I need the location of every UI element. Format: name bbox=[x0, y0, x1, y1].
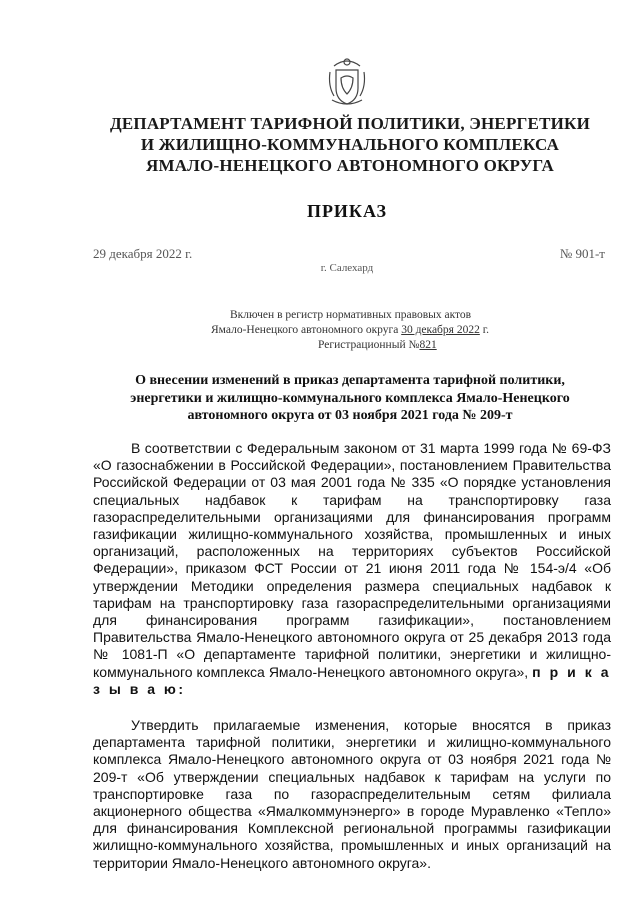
decree-colon: : bbox=[178, 680, 183, 697]
registration-date: 30 декабря 2022 bbox=[401, 324, 480, 336]
order-date: 29 декабря 2022 г. bbox=[93, 246, 193, 261]
registration-line-2 bbox=[211, 324, 489, 336]
decree-word: п р и к а з ы в а ю bbox=[93, 663, 611, 697]
coat-of-arms-icon bbox=[326, 56, 368, 108]
registration-number-label: Регистрационный № bbox=[318, 339, 420, 351]
decision-paragraph: Утвердить прилагаемые изменения, которые вносятся в приказ департамента тарифной политики, энергетики и жилищно-коммунального комплекса Ямало-Ненецкого автономного округа от 03 ноября 2021 года № 209-т «Об утверждении специальных надбавок к тарифам на услуги по транспортировке газа по газораспределительным сетям филиала акционерного общества «Ямалкоммунэнерго» в городе Муравленко «Тепло» для финансирования Комплексной региональной программы газификации жилищно-коммунального хозяйства, промышленных и иных организаций на территории Ямало-Ненецкого автономного округа». bbox=[93, 717, 611, 871]
subject-line-3: автономного округа от 03 ноября 2021 года № 209-т bbox=[187, 408, 513, 423]
org-name-line-1: ДЕПАРТАМЕНТ ТАРИФНОЙ ПОЛИТИКИ, ЭНЕРГЕТИКИ bbox=[109, 114, 591, 133]
preamble-paragraph bbox=[93, 440, 611, 698]
registration-date-suffix: г. bbox=[479, 324, 489, 336]
document-subject bbox=[95, 372, 605, 425]
registration-region: Ямало-Ненецкого автономного округа bbox=[211, 324, 402, 336]
document-type: ПРИКАЗ bbox=[306, 201, 388, 221]
org-name-line-2: И ЖИЛИЩНО-КОММУНАЛЬНОГО КОМПЛЕКСА bbox=[140, 135, 560, 154]
registration-line-1: Включен в регистр нормативных правовых актов bbox=[230, 309, 472, 321]
registration-line-3 bbox=[318, 339, 437, 351]
order-number: № 901-т bbox=[559, 246, 605, 261]
order-city: г. Салехард bbox=[320, 262, 374, 274]
subject-line-1: О внесении изменений в приказ департамента тарифной политики, bbox=[135, 373, 565, 388]
registration-number: 821 bbox=[419, 339, 437, 351]
org-name-line-3: ЯМАЛО-НЕНЕЦКОГО АВТОНОМНОГО ОКРУГА bbox=[145, 156, 555, 175]
subject-line-2: энергетики и жилищно-коммунального комплекса Ямало-Ненецкого bbox=[130, 390, 570, 406]
preamble-text: В соответствии с Федеральным законом от 31 марта 1999 года № 69-ФЗ «О газоснабжении в Российской Федерации», постановлением Правительства Российской Федерации от 03 мая 2001 года № 335 «О порядке установления специальных надбавок к тарифам на транспортировку газа газораспределительными организациями для финансирования программ газификации жилищно-коммунального хозяйства, промышленных и иных организаций, расположенных на территориях субъектов Российской Федерации», приказом ФСТ России от 21 июня 2011 года № 154-э/4 «Об утверждении Методики определения размера специальных надбавок к тарифам на транспортировку газа газораспределительными организациями для финансирования программ газификации», постановлением Правительства Ямало-Ненецкого автономного округа от 25 декабря 2013 года № 1081-П «О департаменте тарифной политики, энергетики и жилищно-коммунального комплекса Ямало-Ненецкого автономного округа», bbox=[93, 440, 611, 680]
